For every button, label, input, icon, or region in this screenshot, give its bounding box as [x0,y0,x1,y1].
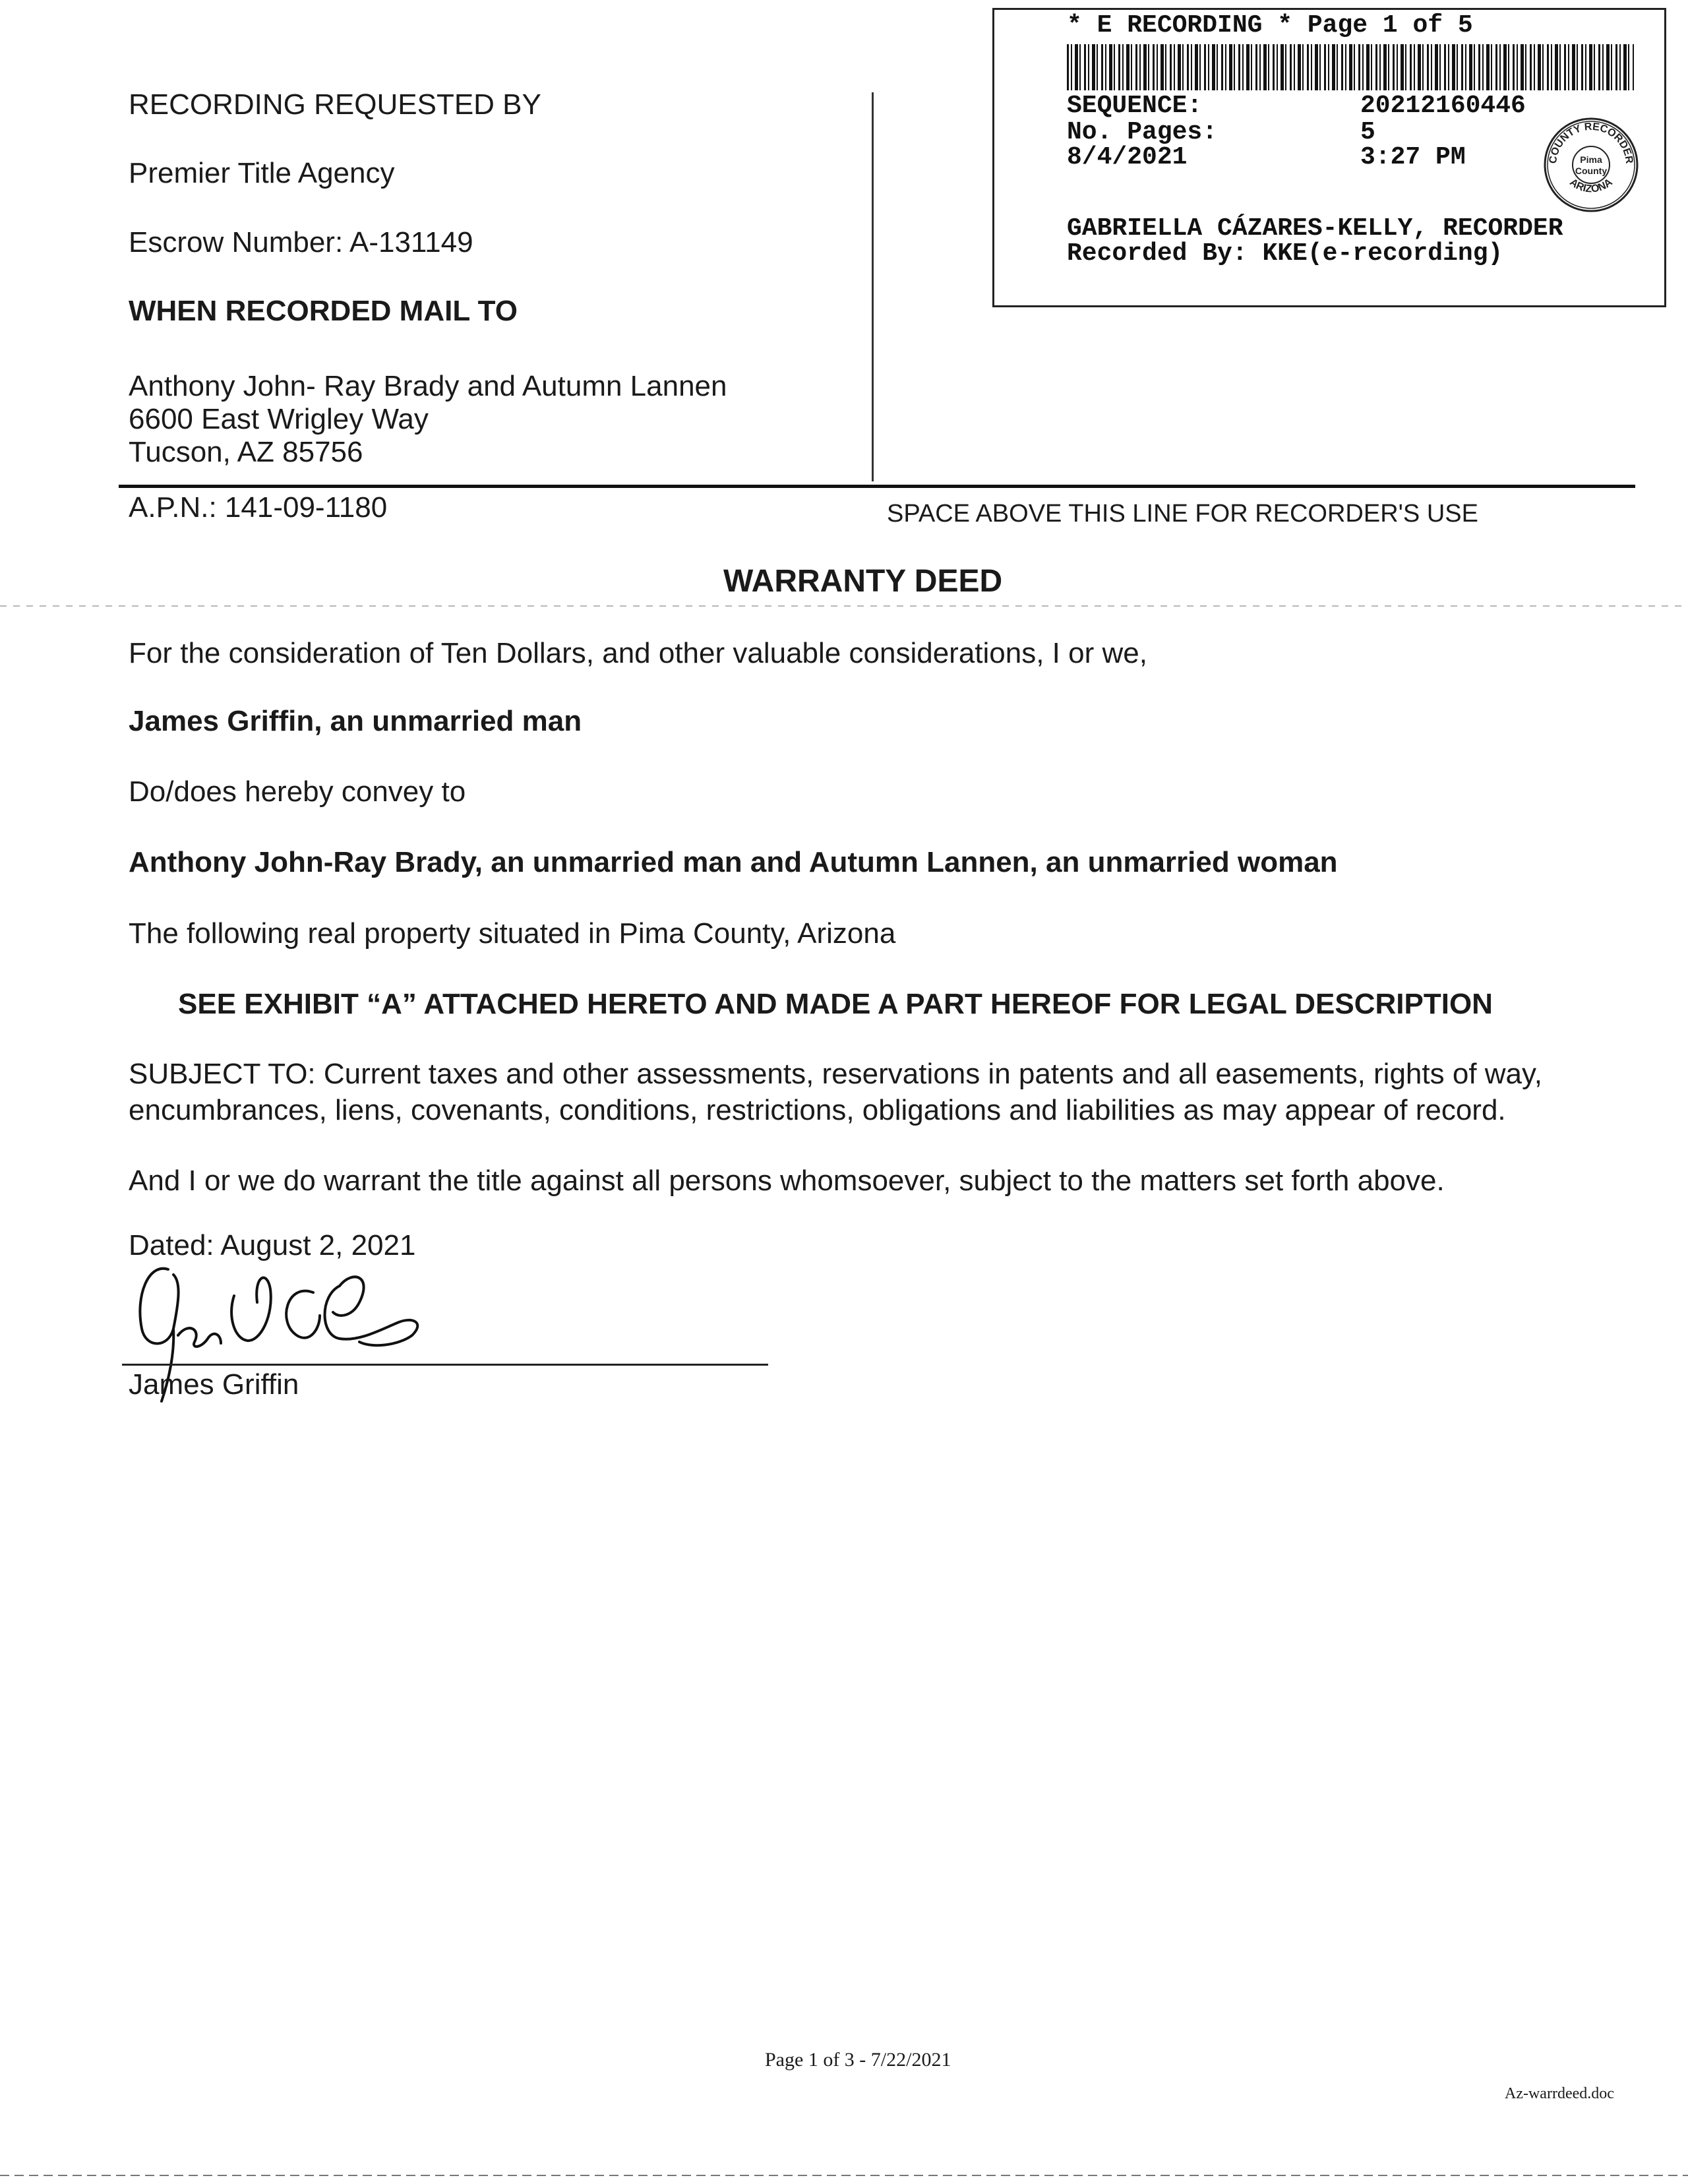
pages-value: 5 [1360,118,1375,146]
seal-center-text-1: Pima [1580,154,1602,165]
header-divider [872,92,874,481]
recording-date: 8/4/2021 [1067,143,1188,171]
convey-text: Do/does hereby convey to [129,775,466,808]
recorded-by: Recorded By: KKE(e-recording) [1067,239,1503,268]
pages-label: No. Pages: [1067,118,1218,146]
subject-to-line-1: SUBJECT TO: Current taxes and other assessments, reservations in patents and all easements, rights of way, [129,1058,1542,1090]
mail-to-label: WHEN RECORDED MAIL TO [129,295,518,327]
recorder-use-note: SPACE ABOVE THIS LINE FOR RECORDER'S USE [887,500,1478,528]
doc-filename: Az-warrdeed.doc [1505,2085,1614,2102]
seal-top-text: COUNTY RECORDER [1547,121,1635,165]
signature-line [122,1364,768,1366]
dated: Dated: August 2, 2021 [129,1229,416,1261]
mail-to-name: Anthony John- Ray Brady and Autumn Lannen [129,370,727,402]
exhibit-reference: SEE EXHIBIT “A” ATTACHED HERETO AND MADE A PART HEREOF FOR LEGAL DESCRIPTION [178,988,1493,1020]
seal-center-text-2: County [1575,166,1608,176]
signature-icon [122,1256,432,1428]
county-recorder-seal-icon [1542,115,1641,214]
barcode [1067,44,1634,90]
grantor: James Griffin, an unmarried man [129,705,582,737]
escrow-number: Escrow Number: A-131149 [129,226,473,258]
warranty-text: And I or we do warrant the title against all persons whomsoever, subject to the matters set forth above. [129,1165,1445,1197]
sequence-label: SEQUENCE: [1067,92,1203,120]
scan-artifact-line [0,605,1688,607]
recording-time: 3:27 PM [1360,143,1466,171]
consideration-text: For the consideration of Ten Dollars, and other valuable considerations, I or we, [129,637,1147,669]
svg-text:ARIZONA [1567,177,1615,195]
mail-to-street: 6600 East Wrigley Way [129,403,429,435]
document-title: WARRANTY DEED [723,564,1003,599]
scan-edge [0,2175,1688,2176]
property-text: The following real property situated in Pima County, Arizona [129,917,896,950]
recorder-name: GABRIELLA CÁZARES-KELLY, RECORDER [1067,214,1563,243]
apn: A.P.N.: 141-09-1180 [129,491,388,524]
page-footer: Page 1 of 3 - 7/22/2021 [765,2049,951,2071]
title-agency: Premier Title Agency [129,157,395,189]
recorder-space-rule [119,485,1635,488]
recorder-stamp [992,8,1666,307]
seal-bottom-text: ARIZONA [1567,176,1615,195]
signer-name: James Griffin [129,1368,299,1401]
subject-to-line-2: encumbrances, liens, covenants, conditions, restrictions, obligations and liabilities as may appear of record. [129,1094,1506,1126]
grantees: Anthony John-Ray Brady, an unmarried man and Autumn Lannen, an unmarried woman [129,846,1338,878]
mail-to-city: Tucson, AZ 85756 [129,436,363,468]
stamp-title: * E RECORDING * Page 1 of 5 [1067,11,1473,40]
sequence-value: 20212160446 [1360,92,1526,120]
recording-requested-by-label: RECORDING REQUESTED BY [129,88,541,121]
